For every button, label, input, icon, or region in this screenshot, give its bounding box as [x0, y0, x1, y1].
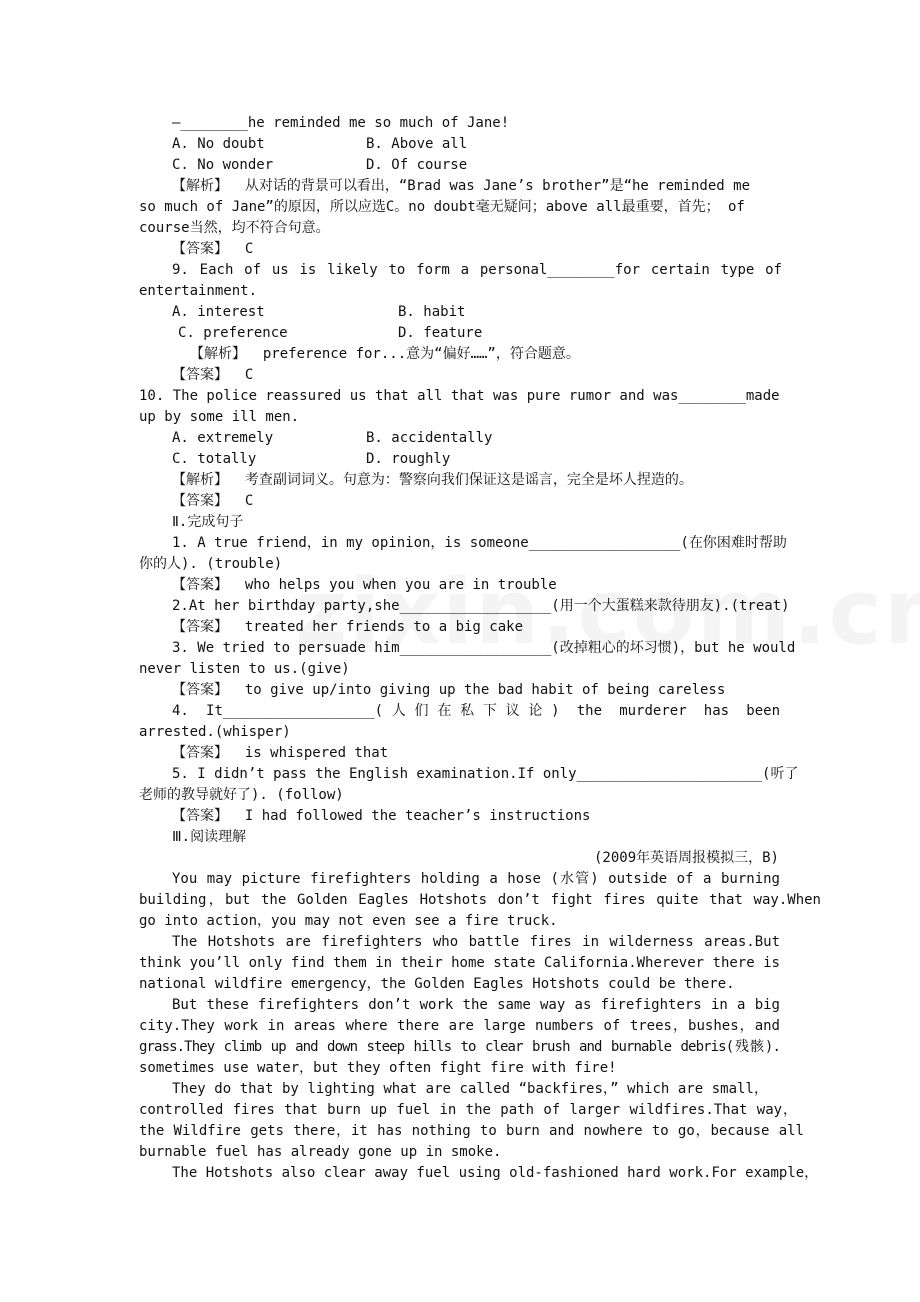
- q10-analysis: 【解析】 考查副词词义。句意为：警察向我们保证这是谣言，完全是坏人捏造的。: [172, 472, 693, 488]
- option-a: A. No doubt: [172, 136, 265, 152]
- q9-analysis: 【解析】 preference for...意为“偏好……”，符合题意。: [190, 346, 580, 362]
- sentence-2: 2.At her birthday party,she__________________(用一个大蛋糕来款待朋友).(treat): [172, 598, 790, 614]
- sentence-3-cont: never listen to us.(give): [139, 661, 350, 677]
- sentence-4: 4. It__________________(人们在私下议论) the murderer has been: [172, 703, 780, 719]
- answer-1: 【答案】 who helps you when you are in trouble: [172, 577, 557, 593]
- q9-answer: 【答案】 C: [172, 367, 254, 383]
- passage-line: go into action，you may not even see a fire truck.: [139, 913, 558, 929]
- q8-answer: 【答案】 C: [172, 241, 254, 257]
- q8-analysis-cont: course当然，均不符合句意。: [139, 220, 330, 236]
- passage-line: grass.They climb up and down steep hills to clear brush and burnable debris(残骸).: [139, 1039, 780, 1055]
- option-c: C. preference: [178, 325, 288, 341]
- q10-options-row2: [172, 449, 832, 470]
- passage-line: national wildfire emergency，the Golden Eagles Hotshots could be there.: [139, 976, 735, 992]
- answer-4: 【答案】 is whispered that: [172, 745, 389, 761]
- q10-answer: 【答案】 C: [172, 493, 254, 509]
- option-a: A. extremely: [172, 430, 274, 446]
- sentence-5: 5. I didn’t pass the English examination.If only______________________(听了: [172, 766, 799, 782]
- q9-stem-cont: entertainment.: [139, 283, 258, 299]
- q9-options-row1: [172, 302, 832, 323]
- passage-line: The Hotshots also clear away fuel using old-fashioned hard work.For example，: [172, 1165, 819, 1181]
- option-b: B. accidentally: [366, 430, 493, 446]
- answer-2: 【答案】 treated her friends to a big cake: [172, 619, 524, 635]
- q8-analysis: 【解析】 从对话的背景可以看出，“Brad was Jane’s brother”是“he reminded me: [172, 178, 751, 194]
- passage-line: The Hotshots are firefighters who battle fires in wilderness areas.But: [172, 934, 780, 950]
- option-b: B. Above all: [366, 136, 468, 152]
- passage-line: controlled fires that burn up fuel in the path of larger wildfires.That way，: [139, 1102, 797, 1118]
- option-b: B. habit: [398, 304, 466, 320]
- passage-line: sometimes use water，but they often fight fire with fire!: [139, 1060, 617, 1076]
- option-c: C. No wonder: [172, 157, 274, 173]
- sentence-5-cont: 老师的教导就好了). (follow): [139, 787, 344, 803]
- q9-options-row2: [178, 323, 838, 344]
- sentence-1: 1. A true friend，in my opinion，is someone__________________(在你困难时帮助: [172, 535, 787, 551]
- answer-5: 【答案】 I had followed the teacher’s instructions: [172, 808, 591, 824]
- q9-stem: 9. Each of us is likely to form a personal________for certain type of: [172, 262, 782, 278]
- q10-options-row1: [172, 428, 832, 449]
- passage-source: (2009年英语周报模拟三，B): [593, 850, 779, 866]
- option-c: C. totally: [172, 451, 257, 467]
- q10-stem: 10. The police reassured us that all that was pure rumor and was________made: [139, 388, 780, 404]
- section-heading: Ⅲ.阅读理解: [172, 829, 247, 845]
- option-d: D. feature: [398, 325, 483, 341]
- answer-3: 【答案】 to give up/into giving up the bad habit of being careless: [172, 682, 726, 698]
- sentence-3: 3. We tried to persuade him__________________(改掉粗心的坏习惯)，but he would: [172, 640, 796, 656]
- passage-line: But these firefighters don’t work the same way as firefighters in a big: [172, 997, 780, 1013]
- passage-line: They do that by lighting what are called “backfires，” which are small，: [172, 1081, 768, 1097]
- option-d: D. Of course: [366, 157, 468, 173]
- option-a: A. interest: [172, 304, 265, 320]
- sentence-1-cont: 你的人). (trouble): [139, 556, 283, 572]
- q10-stem-cont: up by some ill men.: [139, 409, 300, 425]
- q8-options-row1: [172, 134, 832, 155]
- passage-line: You may picture firefighters holding a hose (水管) outside of a burning: [172, 871, 780, 887]
- q8-options-row2: [172, 155, 832, 176]
- sentence-4-cont: arrested.(whisper): [139, 724, 291, 740]
- passage-line: building，but the Golden Eagles Hotshots don’t fight fires quite that way.When: [139, 892, 821, 908]
- passage-line: city.They work in areas where there are large numbers of trees，bushes，and: [139, 1018, 780, 1034]
- section-heading: Ⅱ.完成句子: [172, 514, 244, 530]
- option-d: D. roughly: [366, 451, 451, 467]
- passage-line: burnable fuel has already gone up in smoke.: [139, 1144, 502, 1160]
- passage-line: the Wildfire gets there，it has nothing to burn and nowhere to go，because all: [139, 1123, 804, 1139]
- passage-line: think you’ll only find them in their home state California.Wherever there is: [139, 955, 780, 971]
- q8-analysis-cont: so much of Jane”的原因，所以应选C。no doubt毫无疑问；above all最重要，首先； of: [139, 199, 745, 215]
- q8-stem: —________he reminded me so much of Jane!: [172, 115, 510, 131]
